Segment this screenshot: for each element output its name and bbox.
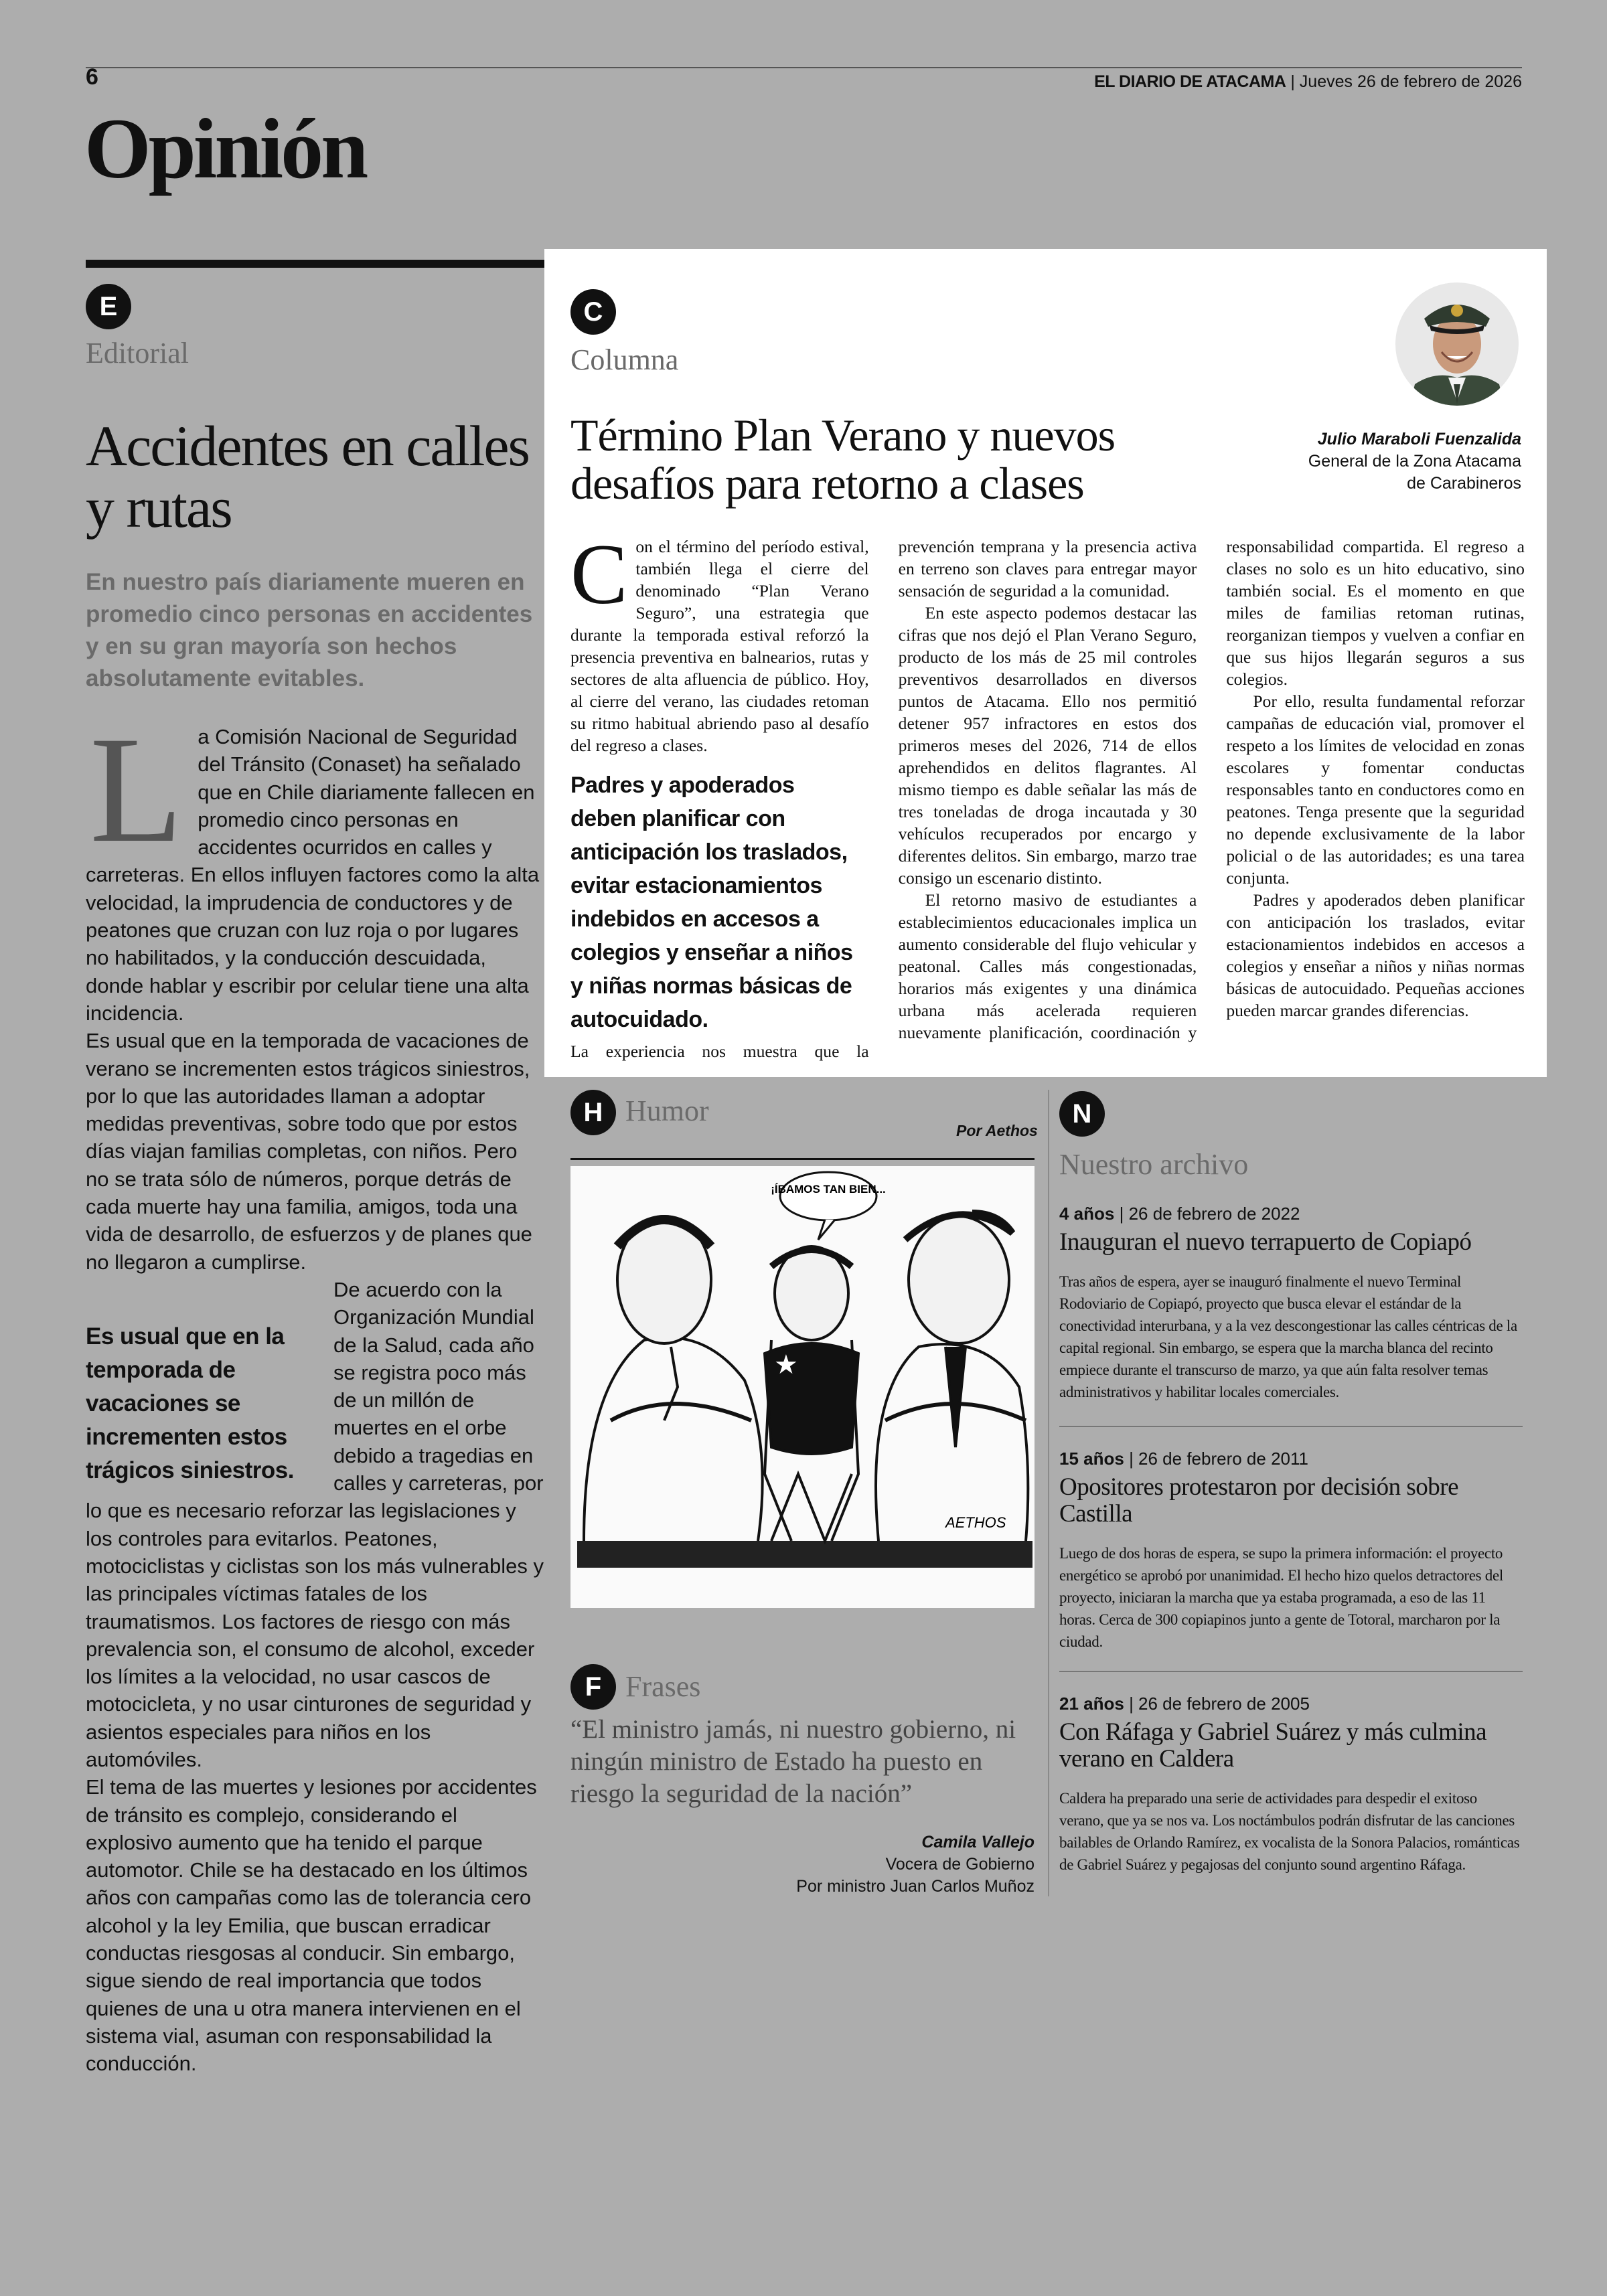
editorial-paragraph: La Comisión Nacional de Seguridad del Tránsito (Conaset) ha señalado que en Chile diariamente fallecen en promedio cinco personas en accidentes ocurridos en calles y carreteras. En ellos influyen factores como la alta velocidad, la imprudencia de conductores y de peatones que cruzan con luz roja o por lugares no habilitados, y la conducción descuidada, donde hablar y escribir por celular tiene una alta incidencia. — [86, 706, 540, 1025]
paper-name: EL DIARIO DE ATACAMA — [1094, 72, 1286, 91]
column-paragraph: El retorno masivo de estudiantes a establecimientos educacionales implica un aumento considerable del flujo vehicular y peatonal. Calles más congestionadas, horarios más exigentes y una dinámica urbana más acelerada requieren nuevamente planificación, coordinación y responsabilidad compartida. El regreso a clases no solo es un hito educativo, sino también social. Es el momento en que miles de familias retoman rutinas, reorganizan tiempos y vuelven a confiar en que sus hijos llegarán seguros a sus colegios. — [898, 537, 1525, 1042]
editorial-badge: E — [86, 284, 131, 329]
archive-headline: Opositores protestaron por decisión sobre Castilla — [1059, 1473, 1459, 1528]
column-divider — [1048, 1090, 1049, 1896]
archivo-kicker: Nuestro archivo — [1059, 1148, 1249, 1181]
column-badge: C — [570, 289, 616, 335]
column-paragraph: Por ello, resulta fundamental reforzar campañas de educación vial, promover el respeto a los límites de velocidad en zonas escolares y fomentar conductas responsables tanto en conductores como en peatones. Tenga presente que la seguridad no depende exclusivamente de la labor policial o de las autoridades; es una tarea conjunta. — [1226, 691, 1525, 888]
archivo-badge: N — [1059, 1091, 1105, 1137]
archive-divider — [1059, 1671, 1523, 1672]
editorial-headline: Accidentes en calles y rutas — [86, 414, 529, 540]
column-paragraph: Con el término del período estival, también llega el cierre del denominado “Plan Verano Seguro”, una estrategia que durante la temporada estival reforzó la presencia preventiva en balnearios, rutas y sectores de alta afluencia de público. Hoy, al cierre del verano, las ciudades retoman su ritmo habitual abriendo paso al desafío del regreso a clases. — [570, 527, 869, 755]
archive-text: Caldera ha preparado una serie de actividades para despedir el exitoso verano, que ya se nos va. Los noctámbulos podrán disfrutar de las canciones bailables de Orlando Ramírez, ex vocalista de la Sonora Palacios, románticas de Gabriel Suárez y pegajosas del conjunto sound argentino Ráfaga. — [1059, 1790, 1520, 1873]
column-paragraph: Padres y apoderados deben planificar con anticipación los traslados, evitar estacionamientos indebidos en accesos a colegios y enseñar a niños y niñas normas básicas de autocuidado. La experiencia nos muestra que la prevención temprana y la presencia activa en terreno son claves para entregar mayor sensación de seguridad a la comunidad. — [570, 537, 1197, 1061]
editorial-drop-cap: L — [90, 706, 183, 874]
author-name: Julio Maraboli Fuenzalida — [1317, 430, 1521, 448]
editorial-pull-quote: Es usual que en la temporada de vacaciones se incrementen estos trágicos siniestros. — [86, 1323, 294, 1483]
quote-author-role: Vocera de Gobierno — [885, 1855, 1035, 1874]
archive-date: 4 años | 26 de febrero de 2022 — [1059, 1204, 1300, 1224]
cartoon-speech: ¡ÍBAMOS TAN BIEN... — [771, 1183, 886, 1196]
archive-item — [1059, 1202, 1523, 1403]
column-pull-quote: Padres y apoderados deben planificar con anticipación los traslados, evitar estacionamientos indebidos en accesos a colegios y enseñar a niños y niñas normas básicas de autocuidado. — [570, 772, 853, 1032]
humor-kicker: Humor — [625, 1094, 709, 1127]
archive-date: 15 años | 26 de febrero de 2011 — [1059, 1449, 1308, 1469]
issue-date: | Jueves 26 de febrero de 2026 — [1290, 72, 1522, 91]
page-number: 6 — [86, 64, 98, 90]
archive-item — [1059, 1692, 1523, 1876]
column-paragraph: En este aspecto podemos destacar las cifras que nos dejó el Plan Verano Seguro, producto de los más de 25 mil controles preventivos desarrollados en diversos puntos de Atacama. Ello nos permitió detener 957 infractores en estos dos primeros meses del 2026, 714 de ellos aprehendidos en delitos flagrantes. Al mismo tiempo es dable señalar las más de tres toneladas de droga incautada y 30 vehículos recuperados por encargo y diferentes delitos. Sin embargo, marzo trae consigo un escenario distinto. — [898, 603, 1197, 888]
editorial-paragraph: Es usual que en la temporada de vacaciones se incrementen estos trágicos siniestros. De acuerdo con la Organización Mundial de la Salud, cada año se registra poco más de un millón de muertes en el orbe debido a tragedias en calles y carreteras, por lo que es necesario reforzar las legislaciones y los controles para evitarlos. Peatones, motociclistas y ciclistas son los más vulnerables y las principales víctimas fatales de los traumatismos. Los factores de riesgo con más prevalencia son, el consumo de alcohol, exceder los límites a la velocidad, no usar cascos de motocicleta, y no usar cinturones de seguridad y asientos especiales para niños en los automóviles. — [86, 1277, 544, 1771]
humor-badge: H — [570, 1090, 616, 1135]
archive-divider — [1059, 1426, 1523, 1427]
quote-context: Por ministro Juan Carlos Muñoz — [796, 1877, 1035, 1896]
archive-date: 21 años | 26 de febrero de 2005 — [1059, 1694, 1310, 1714]
editorial-body — [86, 706, 544, 2078]
section-title: Opinión — [84, 101, 366, 196]
author-portrait — [1395, 277, 1519, 412]
humor-byline: Por Aethos — [956, 1122, 1038, 1139]
cartoon-signature: AETHOS — [945, 1514, 1006, 1531]
archive-text: Luego de dos horas de espera, se supo la primera información: el proyecto energético se aprobó por unanimidad. El hecho hizo quelos detractores del proyecto, iniciaran la marcha que ya estaba programada, a eso de las 11 horas. Cerca de 300 copiapinos junto a gente de Totoral, marcharon por la ciudad. — [1059, 1545, 1503, 1650]
column-drop-cap: C — [570, 527, 628, 622]
archive-headline: Inauguran el nuevo terrapuerto de Copiapó — [1059, 1228, 1472, 1256]
editorial-kicker: Editorial — [86, 337, 189, 370]
editorial-lead: En nuestro país diariamente mueren en promedio cinco personas en accidentes y en su gran mayoría son hechos absolutamente evitables. — [86, 569, 533, 691]
frases-badge: F — [570, 1664, 616, 1710]
column-author — [1308, 428, 1521, 495]
quote-author-name: Camila Vallejo — [921, 1833, 1035, 1852]
column-headline: Término Plan Verano y nuevos desafíos para retorno a clases — [570, 410, 1116, 509]
archive-headline: Con Ráfaga y Gabriel Suárez y más culmina verano en Caldera — [1059, 1718, 1487, 1773]
column-body — [570, 527, 1525, 1064]
top-rule — [86, 67, 1522, 68]
editorial-paragraph: El tema de las muertes y lesiones por accidentes de tránsito es complejo, considerando el explosivo aumento que ha tenido el parque automotor. Chile se ha destacado en los últimos años con campañas como las de tolerancia cero alcohol y la ley Emilia, que buscan erradicar conductas riesgosas al conducir. Sin embargo, sigue siendo de real importancia que todos quienes de una u otra manera intervienen en el sistema vial, asuman con responsabilidad la conducción. — [86, 1775, 537, 2076]
humor-cartoon — [570, 1166, 1035, 1608]
archive-text: Tras años de espera, ayer se inauguró finalmente el nuevo Terminal Rodoviario de Copiapó, proyecto que busca elevar el estándar de la conectividad interurbana, y a la vez descongestionar las calles céntricas de la capital regional. Sin embargo, se espera que la marcha blanca del recinto empiece durante el transcurso de marzo, ya que aún falta resolver temas administrativos y habilitar locales comerciales. — [1059, 1273, 1517, 1400]
svg-text:★: ★ — [774, 1350, 798, 1380]
paper-info — [1094, 72, 1522, 92]
column-kicker: Columna — [570, 343, 679, 376]
column-paragraph: Padres y apoderados deben planificar con anticipación los traslados, evitar estacionamientos indebidos en accesos a colegios y enseñar a niños y niñas normas básicas de autocuidado. Pequeñas acciones pueden marcar grandes diferencias. — [1226, 890, 1525, 1020]
frases-kicker: Frases — [625, 1670, 701, 1703]
frases-author — [570, 1831, 1035, 1898]
author-role: General de la Zona Atacama — [1308, 452, 1521, 471]
archive-item — [1059, 1447, 1523, 1653]
humor-rule — [570, 1158, 1035, 1160]
author-role: de Carabineros — [1407, 474, 1521, 493]
editorial-paragraph: Es usual que en la temporada de vacaciones de verano se incrementen estos trágicos siniestros, por lo que las autoridades llaman a adoptar medidas preventivas, sobre todo que por estos días viajan familias completas, con niños. Pero no se trata sólo de números, porque detrás de cada muerte hay una familia, amigos, toda una vida de desarrollo, de esfuerzos y de planes que no llegaron a cumplirse. — [86, 1029, 532, 1274]
frases-quote: “El ministro jamás, ni nuestro gobierno, ni ningún ministro de Estado ha puesto en riesgo la seguridad de la nación” — [570, 1715, 1016, 1808]
